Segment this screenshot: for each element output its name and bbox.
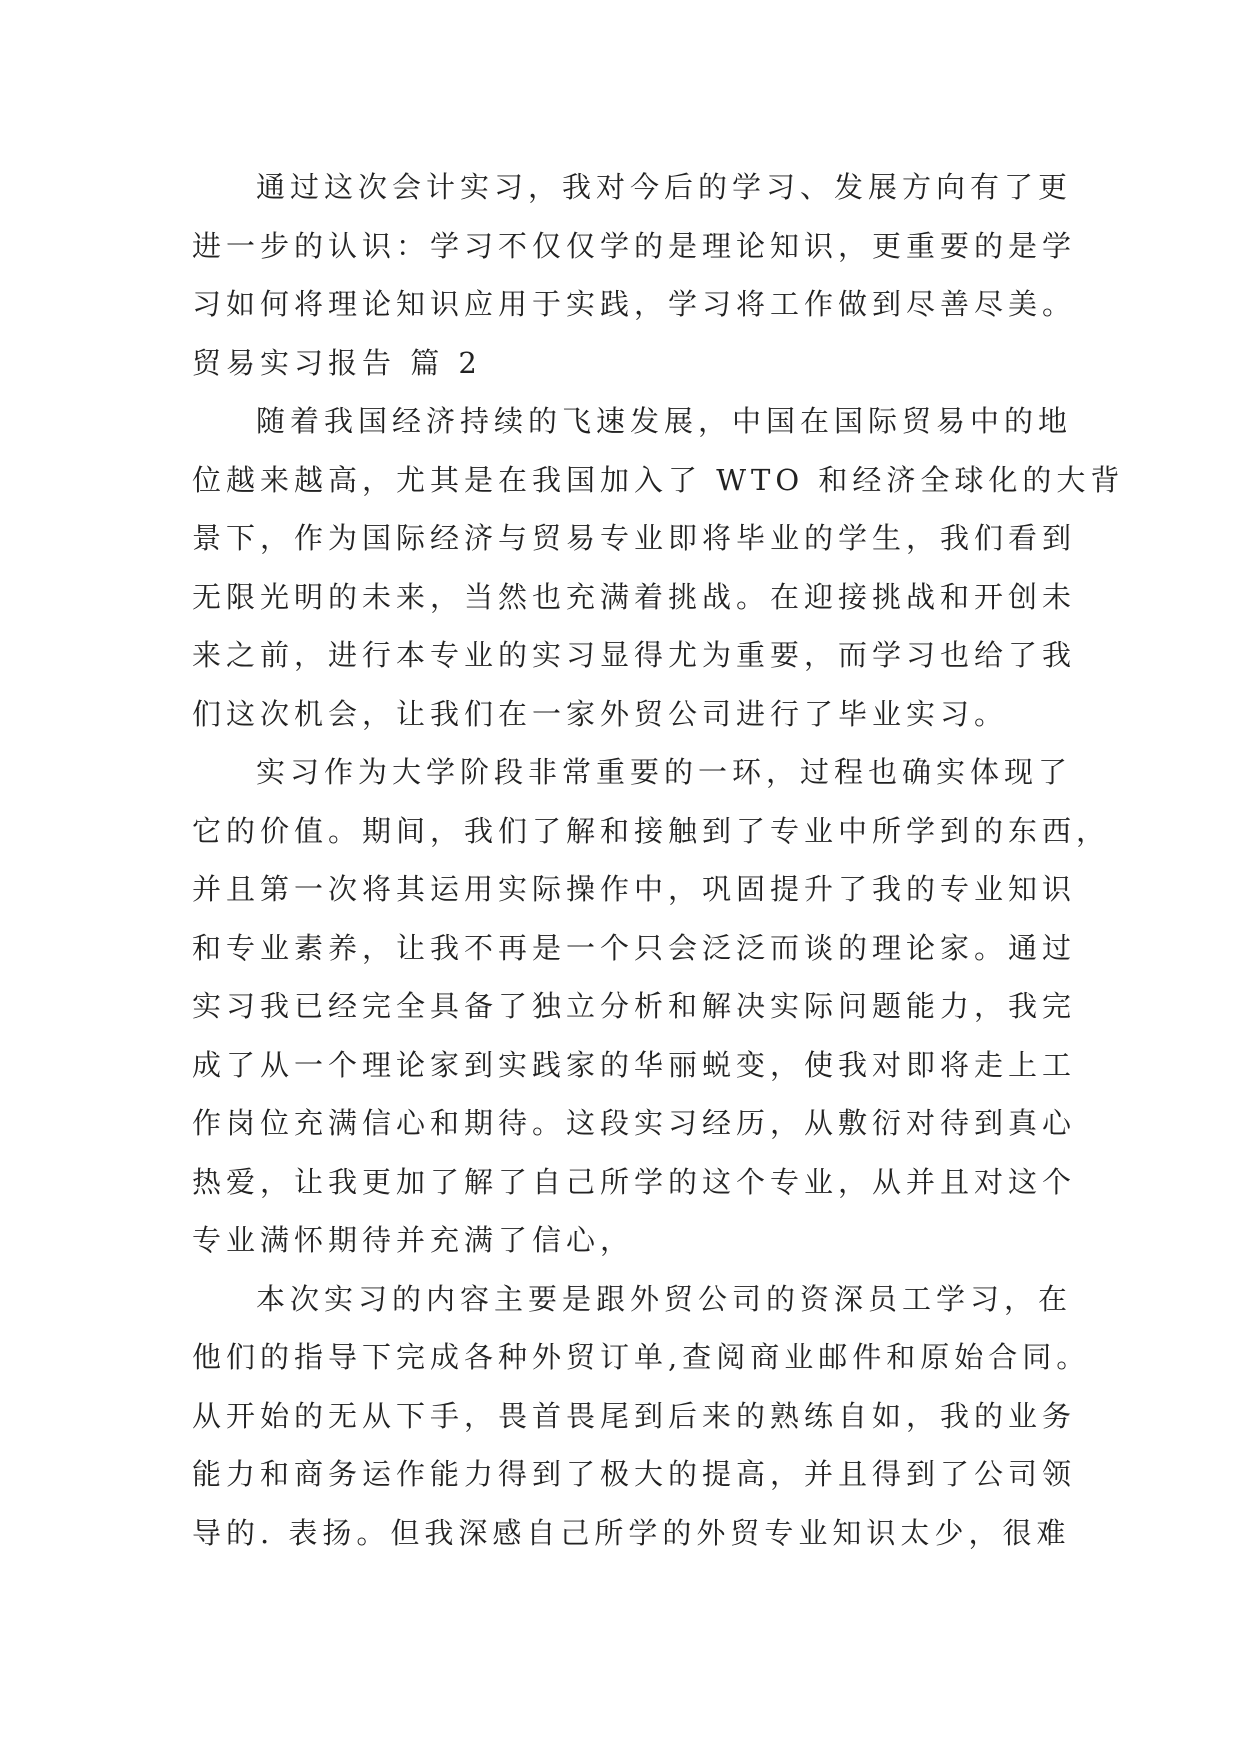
text-line: 导的. 表扬。但我深感自己所学的外贸专业知识太少，很难: [192, 1515, 1071, 1550]
paragraph-4: [192, 1270, 1091, 1563]
text-line: 习如何将理论知识应用于实践，学习将工作做到尽善尽美。: [192, 287, 1077, 321]
text-line: 成了从一个理论家到实践家的华丽蜕变，使我对即将走上工: [192, 1047, 1077, 1082]
text-line: 本次实习的内容主要是跟外贸公司的资深员工学习，在: [256, 1281, 1073, 1316]
text-line: 他们的指导下完成各种外贸订单,查阅商业邮件和原始合同。: [192, 1340, 1091, 1374]
text-line: 作岗位充满信心和期待。这段实习经历，从敷衍对待到真心: [192, 1106, 1077, 1140]
document-body: [192, 158, 1125, 1562]
text-line: 随着我国经济持续的飞速发展，中国在国际贸易中的地: [256, 404, 1073, 438]
text-line: 能力和商务运作能力得到了极大的提高，并且得到了公司领: [192, 1457, 1077, 1491]
text-line: 通过这次会计实习，我对今后的学习、发展方向有了更: [256, 170, 1073, 204]
text-line: 并且第一次将其运用实际操作中，巩固提升了我的专业知识: [192, 872, 1077, 906]
text-line: 实习我已经完全具备了独立分析和解决实际问题能力，我完: [192, 989, 1077, 1023]
text-line: 和专业素养，让我不再是一个只会泛泛而谈的理论家。通过: [192, 930, 1077, 965]
text-line: 无限光明的未来，当然也充满着挑战。在迎接挑战和开创未: [192, 579, 1077, 614]
paragraph-2: [192, 392, 1125, 743]
text-line: 位越来越高，尤其是在我国加入了 WTO 和经济全球化的大背: [192, 462, 1125, 497]
heading-text: 贸易实习报告 篇 2: [192, 345, 482, 380]
text-line: 景下，作为国际经济与贸易专业即将毕业的学生，我们看到: [192, 521, 1077, 555]
text-line: 专业满怀期待并充满了信心，: [192, 1223, 635, 1257]
text-line: 来之前，进行本专业的实习显得尤为重要，而学习也给了我: [192, 638, 1077, 672]
text-line: 它的价值。期间，我们了解和接触到了专业中所学到的东西，: [192, 813, 1111, 848]
text-line: 进一步的认识：学习不仅仅学的是理论知识，更重要的是学: [192, 228, 1077, 263]
text-line: 热爱，让我更加了解了自己所学的这个专业，从并且对这个: [192, 1164, 1077, 1199]
text-line: 们这次机会，让我们在一家外贸公司进行了毕业实习。: [192, 696, 1009, 731]
text-line: 从开始的无从下手，畏首畏尾到后来的熟练自如，我的业务: [192, 1398, 1077, 1433]
section-heading: [192, 334, 1052, 393]
paragraph-1: [192, 158, 1077, 334]
paragraph-3: [192, 743, 1111, 1270]
text-line: 实习作为大学阶段非常重要的一环，过程也确实体现了: [256, 755, 1073, 789]
